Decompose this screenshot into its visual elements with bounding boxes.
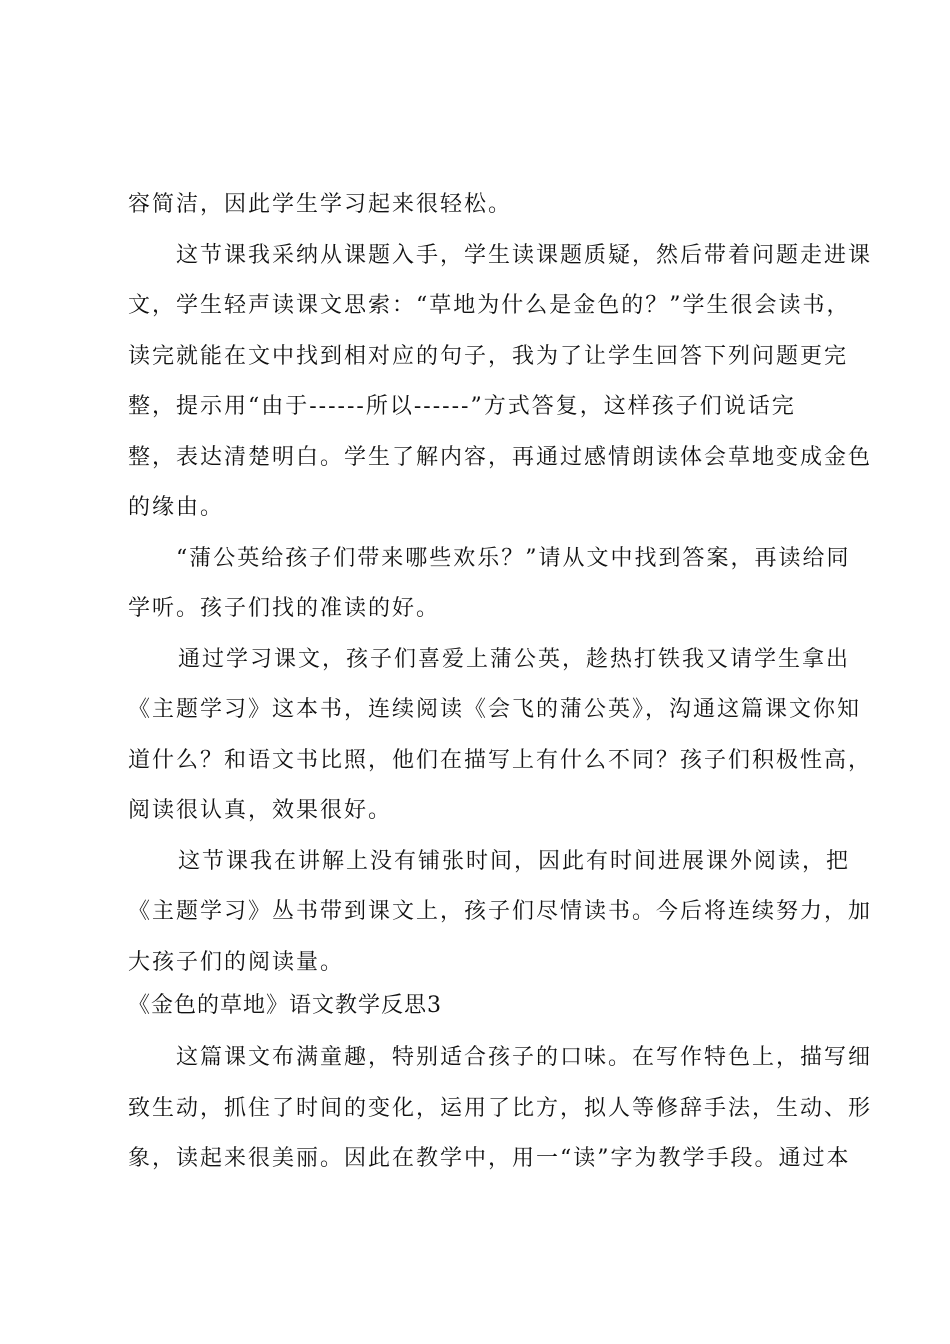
document-body-continued	[128, 1033, 873, 1185]
paragraph-line: 象，读起来很美丽。因此在教学中，用一“读”字为教学手段。通过本	[128, 1146, 851, 1171]
section-heading-text: 《金色的草地》语文教学反思3	[128, 993, 442, 1018]
paragraph-line: 大孩子们的阅读量。	[128, 949, 345, 975]
paragraph-line: 道什么？和语文书比照，他们在描写上有什么不同？孩子们积极性高，	[128, 747, 873, 773]
paragraph-line: 阅读很认真，效果很好。	[128, 798, 393, 823]
paragraph-line: 致生动，抓住了时间的变化，运用了比方，拟人等修辞手法，生动、形	[128, 1095, 873, 1121]
paragraph-line: “蒲公英给孩子们带来哪些欢乐？”请从文中找到答案，再读给同	[176, 545, 851, 571]
paragraph-line: 的缘由。	[128, 495, 225, 520]
paragraph-line: 整，提示用“由于------所以------”方式答复，这样孩子们说话完	[128, 394, 796, 419]
paragraph-line: 学听。孩子们找的准读的好。	[128, 596, 441, 621]
paragraph-line: 通过学习课文，孩子们喜爱上蒲公英，趁热打铁我又请学生拿出	[178, 646, 851, 672]
paragraph-line: 《主题学习》这本书，连续阅读《会飞的蒲公英》，沟通这篇课文你知	[128, 697, 862, 722]
paragraph-line: 这节课我采纳从课题入手，学生读课题质疑，然后带着问题走进课	[176, 242, 873, 268]
section-heading	[128, 981, 834, 1032]
paragraph-line: 这篇课文布满童趣，特别适合孩子的口味。在写作特色上，描写细	[176, 1045, 873, 1070]
document-body	[128, 180, 873, 988]
paragraph-line: 容简洁，因此学生学习起来很轻松。	[128, 192, 513, 217]
paragraph-line: 文，学生轻声读课文思索：“草地为什么是金色的？”学生很会读书，	[128, 293, 851, 318]
paragraph-line: 这节课我在讲解上没有铺张时间，因此有时间进展课外阅读，把	[178, 848, 851, 874]
paragraph-line: 整，表达清楚明白。学生了解内容，再通过感情朗读体会草地变成金色	[128, 444, 873, 470]
paragraph-line: 《主题学习》丛书带到课文上，孩子们尽情读书。今后将连续努力，加	[128, 899, 873, 924]
paragraph-line: 读完就能在文中找到相对应的句子，我为了让学生回答下列问题更完	[128, 343, 849, 369]
